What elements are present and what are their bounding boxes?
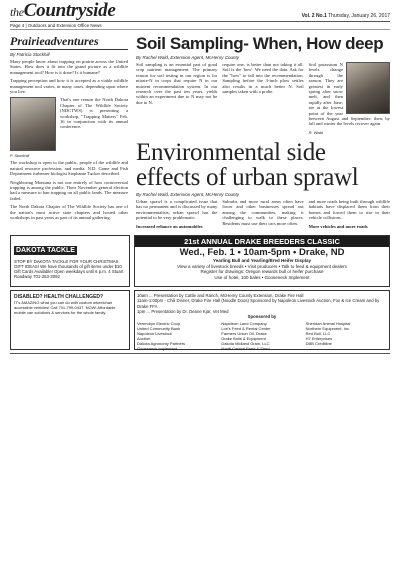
sponsor-item: Farmers Union Oil, Drake: [221, 331, 267, 337]
sponsor-item: United Community Bank: [137, 326, 181, 332]
issue-date: Thursday, January 26, 2017: [328, 13, 390, 19]
env-subhead: Increased reliance on automobiles: [136, 223, 203, 229]
sponsored-by-label: Sponsored by: [247, 314, 277, 320]
sponsor-item: Napoleon Land Company: [221, 321, 267, 327]
author-photo: [10, 97, 56, 151]
dakota-tackle-ad[interactable]: [10, 235, 130, 287]
sponsor-item: Northern Equipment, Inc.: [305, 326, 351, 332]
soil-columns: [136, 62, 390, 137]
masthead: [10, 0, 390, 22]
env-paragraph: Urban sprawl is a complicated issue that has no permanent and is discussed by many environmentalists, urban sprawl has the potential to be very problematic.: [136, 198, 218, 221]
drake-ad-detail: Register for drawings: Oregon rewards bull or heifer purchase: [200, 269, 324, 275]
prairie-paragraph: Neighboring Montana is not one entirely of how controversial trapping is among the public. Their November general election had a measure to ban trapping on all public lands. The measure failed.: [10, 179, 128, 201]
env-headline: Environmental side effects of urban sprawl: [136, 138, 359, 191]
prairie-paragraph: Trapping perception and how it is accepted as a viable wildlife management tool varies, in many cases, depending upon where you live.: [10, 78, 128, 95]
author-photo: [346, 62, 390, 114]
env-paragraph: and more roads being built through wildlife habitats have displaced them from their homes and forced them to rise in their vehicle collisions.: [308, 198, 390, 221]
soil-paragraph: Soil potassium N levels change through the season. They are greatest in early spring after snow melt, and then rapidly after June; are at the lowest point of the year between August and September; then, by fall and winter the levels recover again.: [308, 62, 390, 127]
sponsor-item: Dakota Midland Grain, LLC: [221, 341, 270, 347]
volume-number: Vol. 2 No.1: [301, 13, 327, 19]
sponsor-item: Verendrye Electric Coop: [137, 321, 181, 327]
env-paragraph: Suburbs and more rural areas often have lower and other businesses spread out among the communities, making it challenging to walk to these places. Residents must use their cars more often.: [222, 198, 304, 226]
schedule-item: 1pm ... Presentation by Dr. Deane Kjar, Vet Med: [137, 308, 229, 314]
sponsor-item: Gooseneck Implement: [137, 346, 178, 352]
page-subline: Page 4 | Outdoors and Extension Office News: [10, 22, 390, 30]
sponsor-item: Drake Bulls & Equipment: [221, 336, 266, 342]
sponsor-item: Auction: [137, 336, 151, 342]
env-subhead: More vehicles and more roads: [308, 223, 368, 229]
prairie-paragraph: Many people know about trapping on prairie across the United States. How does it fit into the grand picture as a wildlife management tool? How is it done? Is it humane?: [10, 59, 128, 75]
drake-breeders-ad[interactable]: [134, 235, 390, 287]
ad-row-2: [10, 290, 390, 350]
sponsor-item: DBB Creditline: [305, 341, 332, 347]
schedule-item: 10am ... Presentation by Cattle and Ranch, McHenry County Extension, Drake Fire Hall: [137, 292, 304, 298]
brand-the: the: [10, 5, 24, 19]
top-stories: [10, 34, 390, 232]
sponsor-item: Lori's Feed & Rental Center: [221, 326, 271, 332]
sponsor-item: Red Bull, LLC: [305, 331, 331, 337]
footer-rule: [10, 353, 390, 354]
mobility-ad-text: IT's AMAZING what you can do with custom wheelchair accessible vehicles! Call 701-799-0437. NOW! Affordable mobile van solutions & services for the whole family.: [14, 299, 116, 315]
soil-headline: Soil Sampling- When, How deep: [136, 34, 384, 53]
env-byline: By Rachel Wald, Extension Agent, McHenry County: [136, 191, 240, 197]
dakota-tackle-logo: DAKOTA TACKLE: [16, 246, 75, 254]
prairie-paragraph: The workshop is open to the public, people of the wildlife and natural resource profession, and media. N.D. Game and Fish Department furbearer biologist Stephanie Tucker described.: [10, 160, 128, 177]
prairie-paragraph: That's one reason the North Dakota Chapter of The Wildlife Society (NDCTWS) is presenting a workshop, "Trapping Matters" Feb. 16 in conjunction with its annual conference.: [60, 97, 128, 130]
event-schedule: [134, 290, 390, 350]
drake-ad-detail: View a variety of livestock breeds • Visit producers • Talk to feed & equipment dealers: [177, 263, 347, 269]
issue-info: [302, 13, 390, 21]
sponsor-item: Napoleon Livestock: [137, 331, 172, 337]
sponsor-item: H7 Enterprises: [305, 336, 333, 342]
brand-logo: [10, 2, 115, 21]
ad-row-1: [10, 235, 390, 287]
sponsor-item: Sheridan Animal Hospital: [305, 321, 351, 327]
prairie-paragraph: The North Dakota Chapter of The Wildlife Society has one of the nation's most active state chapters and hosted other workshops in past years as part of its annual gathering.: [10, 204, 128, 221]
photo-caption: P. Stockhill: [10, 153, 30, 159]
drake-ad-title: 21st ANNUAL DRAKE BREEDERS CLASSIC: [135, 236, 389, 247]
photo-caption: R. Wald: [308, 129, 323, 135]
prairie-byline: By Patricia Stockhill: [10, 52, 50, 57]
mobility-ad[interactable]: [10, 290, 130, 350]
prairie-section-title: Prairieadventures: [10, 34, 128, 50]
soil-story: [136, 34, 390, 232]
soil-paragraph: Soil sampling is an essential part of good crop nutrient management. The primary reason for soil testing in our region is for nitrate-N in crops that require N in our nutrient recommendation system. In our research over the past ten years, yields within an experiment due to N may not be due to N.: [136, 62, 218, 105]
drake-ad-date: Wed., Feb. 1 • 10am-5pm • Drake, ND: [179, 246, 345, 258]
sponsor-item: Dakota Agronomy Partners: [137, 341, 186, 347]
env-columns: [136, 199, 390, 232]
schedule-item: 11am-1:00pm - Chili Dinner, Drake Fire Hall (Noodle Doos) Sponsored by Napoleon Livestock Auction, Fox & Ice Cream and by Drake FFA: [137, 298, 380, 309]
soil-paragraph: require one, is better than not taking it all. Soil is the 'how'. We need the data. Ask for the "how" to fall into the recommendation. Sampling before the 3-inch plow settles also results in a much better N. Soil samples taken with a probe.: [222, 62, 304, 95]
drake-ad-subtitle: Yearling Bull and Yearling/Bred Heifer Display: [213, 257, 311, 263]
drake-ad-detail: Use of hotel, 100 bales • Gooseneck Implement: [214, 274, 310, 280]
brand-name: Countryside: [23, 0, 116, 21]
sponsor-item: North Central Feed & Seed: [221, 346, 270, 352]
prairie-column: [10, 34, 128, 232]
soil-byline: By Rachel Wald, Extension Agent, McHenry County: [136, 55, 240, 60]
sponsor-list: [137, 321, 387, 351]
dakota-tackle-text: STOP BY DAKOTA TACKLE FOR YOUR CHRISTMAS GIFT IDEAS! We have thousands of gift items under $10 Gift Cards Available! Open weekdays until 6 p.m. 4 Stuart Roadway 701-263-3092: [14, 258, 124, 279]
mobility-ad-title: DISABLED? HEALTH CHALLENGED?: [14, 293, 104, 300]
